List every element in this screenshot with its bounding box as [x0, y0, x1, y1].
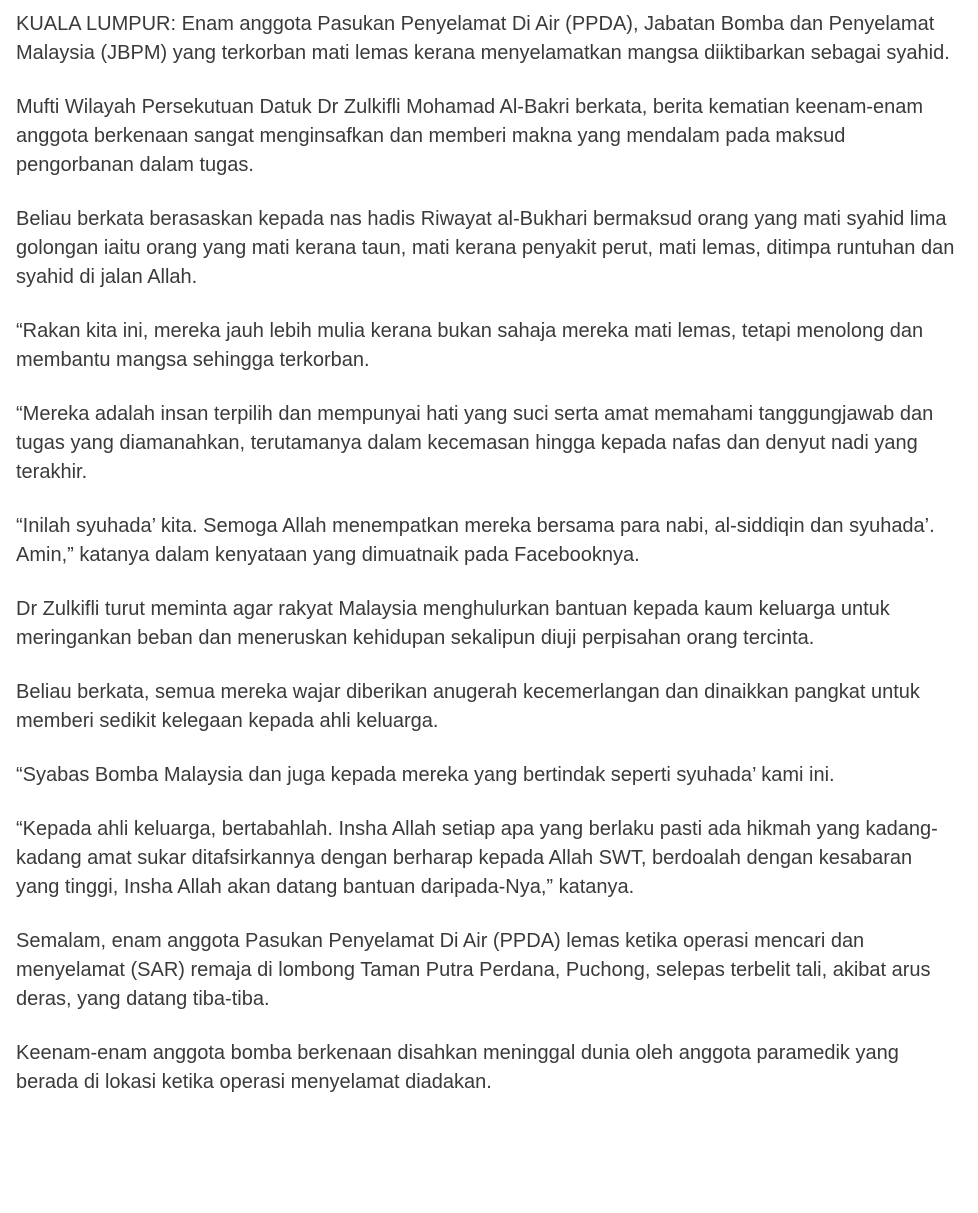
paragraph-7: Dr Zulkifli turut meminta agar rakyat Malaysia menghulurkan bantuan kepada kaum keluarga untuk meringankan beban dan meneruskan kehidupan sekalipun diuji perpisahan orang tercinta. — [16, 598, 890, 649]
paragraph-10: “Kepada ahli keluarga, bertabahlah. Insha Allah setiap apa yang berlaku pasti ada hikmah yang kadang-kadang amat sukar ditafsirkannya dengan berharap kepada Allah SWT, berdoalah dengan kesabaran yang tinggi, Insha Allah akan datang bantuan daripada-Nya,” katanya. — [16, 818, 938, 898]
paragraph-9: “Syabas Bomba Malaysia dan juga kepada mereka yang bertindak seperti syuhada’ kami ini. — [16, 764, 835, 786]
paragraph-3: Beliau berkata berasaskan kepada nas hadis Riwayat al-Bukhari bermaksud orang yang mati syahid lima golongan iaitu orang yang mati kerana taun, mati kerana penyakit perut, mati lemas, ditimpa runtuhan dan syahid di jalan Allah. — [16, 208, 955, 288]
paragraph-12: Keenam-enam anggota bomba berkenaan disahkan meninggal dunia oleh anggota paramedik yang berada di lokasi ketika operasi menyelamat diadakan. — [16, 1042, 899, 1093]
paragraph-5: “Mereka adalah insan terpilih dan mempunyai hati yang suci serta amat memahami tanggungjawab dan tugas yang diamanahkan, terutamanya dalam kecemasan hingga kepada nafas dan denyut nadi yang terakhir. — [16, 403, 934, 483]
paragraph-2: Mufti Wilayah Persekutuan Datuk Dr Zulkifli Mohamad Al-Bakri berkata, berita kematian keenam-enam anggota berkenaan sangat menginsafkan dan memberi makna yang mendalam pada maksud pengorbanan dalam tugas. — [16, 96, 924, 176]
paragraph-8: Beliau berkata, semua mereka wajar diberikan anugerah kecemerlangan dan dinaikkan pangkat untuk memberi sedikit kelegaan kepada ahli keluarga. — [16, 681, 920, 732]
paragraph-11: Semalam, enam anggota Pasukan Penyelamat Di Air (PPDA) lemas ketika operasi mencari dan menyelamat (SAR) remaja di lombong Taman Putra Perdana, Puchong, selepas terbelit tali, akibat arus deras, yang datang tiba-tiba. — [16, 930, 931, 1010]
paragraph-1: KUALA LUMPUR: Enam anggota Pasukan Penyelamat Di Air (PPDA), Jabatan Bomba dan Penyelamat Malaysia (JBPM) yang terkorban mati lemas kerana menyelamatkan mangsa diiktibarkan sebagai syahid. — [16, 13, 950, 64]
paragraph-4: “Rakan kita ini, mereka jauh lebih mulia kerana bukan sahaja mereka mati lemas, tetapi menolong dan membantu mangsa sehingga terkorban. — [16, 320, 924, 371]
paragraph-6: “Inilah syuhada’ kita. Semoga Allah menempatkan mereka bersama para nabi, al-siddiqin dan syuhada’. Amin,” katanya dalam kenyataan yang dimuatnaik pada Facebooknya. — [16, 515, 935, 566]
